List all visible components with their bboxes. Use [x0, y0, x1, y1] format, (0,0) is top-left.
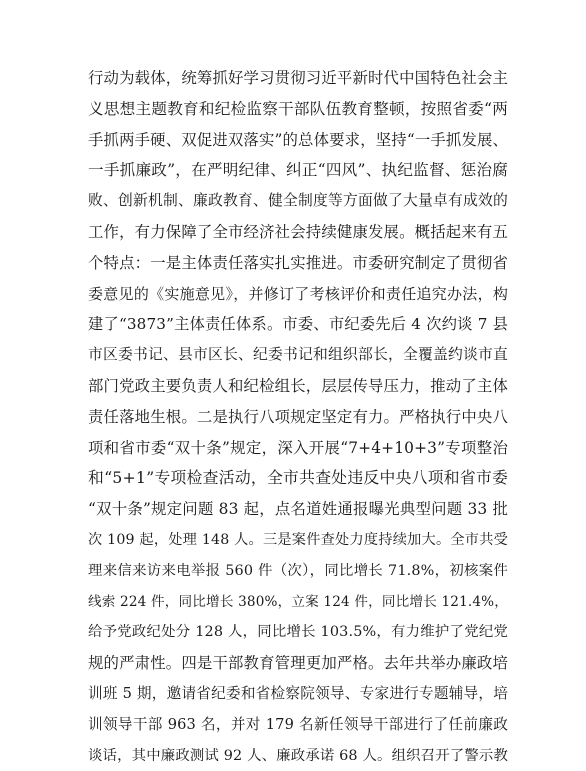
body-text — [88, 63, 508, 771]
text-line: 行动为载体，统筹抓好学习贯彻习近平新时代中国特色社会主 — [88, 69, 508, 87]
text-line: 次 109 起，处理 148 人。三是案件查处力度持续加大。全市共受 — [88, 531, 508, 548]
text-line: 委意见的《实施意见》，并修订了考核评价和责任追究办法，构 — [88, 284, 508, 303]
text-line: 训领导干部 963 名，并对 179 名新任领导干部进行了任前廉政 — [88, 715, 508, 733]
text-line: 理来信来访来电举报 560 件（次），同比增长 71.8%，初核案件 — [88, 562, 508, 579]
text-line: 义思想主题教育和纪检监察干部队伍教育整顿，按照省委“两 — [88, 99, 508, 118]
text-line: 线索 224 件，同比增长 380%，立案 124 件，同比增长 121.4%， — [88, 593, 508, 610]
text-line: 训班 5 期，邀请省纪委和省检察院领导、专家进行专题辅导，培 — [88, 684, 508, 702]
text-line: 给予党政纪处分 128 人，同比增长 103.5%，有力维护了党纪党 — [88, 624, 508, 641]
text-line: 责任落地生根。二是执行八项规定坚定有力。严格执行中央八 — [88, 407, 508, 426]
text-line: 败、创新机制、廉政教育、健全制度等方面做了大量卓有成效的 — [88, 192, 508, 210]
text-line: 个特点：一是主体责任落实扎实推进。市委研究制定了贯彻省 — [88, 253, 508, 272]
text-line: 项和省市委“双十条”规定，深入开展“7+4+10+3”专项整治 — [88, 438, 508, 457]
text-line: 一手抓廉政”，在严明纪律、纠正“四风”、执纪监督、惩治腐 — [88, 161, 508, 180]
text-line: 工作，有力保障了全市经济社会持续健康发展。概括起来有五 — [88, 222, 508, 241]
text-line: 市区委书记、县市区长、纪委书记和组织部长，全覆盖约谈市直 — [88, 346, 508, 364]
text-line: 谈话，其中廉政测试 92 人、廉政承诺 68 人。组织召开了警示教 — [88, 747, 508, 764]
text-line: 建了“3873”主体责任体系。市委、市纪委先后 4 次约谈 7 县 — [88, 315, 508, 334]
text-line: 和“5+1”专项检查活动，全市共查处违反中央八项和省市委 — [88, 468, 508, 488]
text-line: “双十条”规定问题 83 起，点名道姓通报曝光典型问题 33 批 — [88, 500, 508, 519]
text-line: 规的严肃性。四是干部教育管理更加严格。去年共举办廉政培 — [88, 654, 508, 673]
text-line: 手抓两手硬、双促进双落实”的总体要求，坚持“一手抓发展、 — [88, 130, 508, 149]
text-line: 部门党政主要负责人和纪检组长，层层传导压力，推动了主体 — [88, 376, 508, 395]
